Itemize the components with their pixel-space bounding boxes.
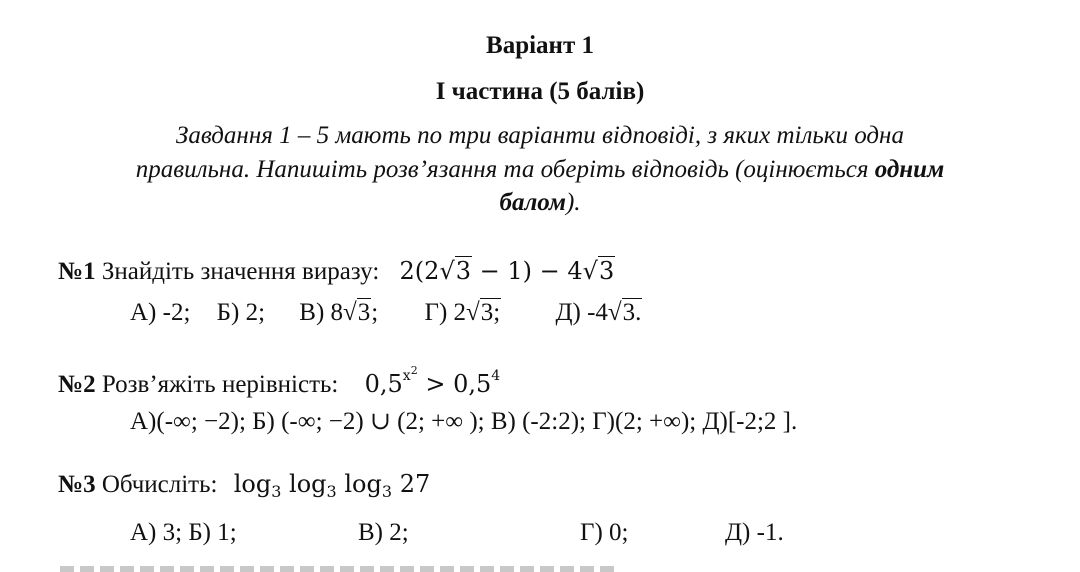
question-number: №1 xyxy=(58,258,96,285)
exponent xyxy=(402,364,418,384)
answer-option: Г) 2√3; xyxy=(424,299,501,326)
question-1 xyxy=(58,257,615,286)
exponent: 4 xyxy=(491,368,501,384)
answer-text: ; xyxy=(371,299,379,326)
instructions-line-3 xyxy=(0,189,1080,217)
log-base: 3 xyxy=(381,482,393,501)
answer-text: Г) 2 xyxy=(424,299,467,326)
instructions-emphasis-2: балом xyxy=(499,189,566,216)
exponent-base: x xyxy=(402,368,411,384)
operator: > xyxy=(417,370,454,398)
instructions-text: правильна. Напишіть розв’язання та оберіть відповідь (оцінюється xyxy=(135,156,875,183)
base: 0,5 xyxy=(453,370,492,398)
answer-text: Д) -4 xyxy=(555,299,608,326)
log: log xyxy=(233,470,272,498)
expr-part: 2(2 xyxy=(399,257,440,285)
math-inequality xyxy=(364,364,501,398)
log-base: 3 xyxy=(271,482,282,501)
exponent-power: 2 xyxy=(410,364,418,377)
log: log xyxy=(289,470,327,498)
q3-answer-v: В) 2; xyxy=(358,519,409,546)
instructions-line-1: Завдання 1 – 5 мають по три варіанти відповіді, з яких тільки одна xyxy=(176,122,904,149)
question-text: Обчисліть: xyxy=(101,471,218,498)
instructions-line-2 xyxy=(0,156,1080,184)
question-text: Розв’яжіть нерівність: xyxy=(101,371,339,398)
question-number: №3 xyxy=(58,471,96,498)
part-heading: І частина (5 балів) xyxy=(435,78,645,105)
answer-option: А) -2; xyxy=(130,299,191,326)
question-3 xyxy=(58,470,430,499)
log-base: 3 xyxy=(326,482,337,501)
base: 0,5 xyxy=(364,370,403,398)
math-log-expression xyxy=(233,470,431,501)
question-1-answers xyxy=(130,299,642,327)
answer-option: Б) 2; xyxy=(216,299,266,326)
log: log xyxy=(344,470,382,498)
radicand: 3 xyxy=(598,257,615,285)
question-text: Знайдіть значення виразу: xyxy=(101,258,380,285)
instructions-end: ). xyxy=(565,189,581,216)
answer-text: В) 8 xyxy=(299,299,344,326)
instructions-emphasis: одним xyxy=(874,156,945,183)
q3-answer-d: Д) -1. xyxy=(725,519,784,546)
math-expression: 2(2√3 − 1) − 4√3 xyxy=(399,257,615,285)
variant-title: Варіант 1 xyxy=(486,32,594,59)
q3-answer-g: Г) 0; xyxy=(580,519,629,546)
radicand: 3; xyxy=(480,299,501,326)
answer-option: Д) -4√3. xyxy=(555,299,642,326)
question-2-answers: А)(-∞; −2); Б) (-∞; −2) ∪ (2; +∞ ); В) (-2:2); Г)(2; +∞); Д)[-2;2 ]. xyxy=(130,408,798,435)
question-2 xyxy=(58,364,501,399)
log-argument: 27 xyxy=(399,470,431,498)
radicand: 3 xyxy=(455,257,472,285)
q3-answer-ab: А) 3; Б) 1; xyxy=(130,519,237,546)
radicand: 3 xyxy=(357,299,371,326)
cropped-next-line xyxy=(60,566,620,572)
radicand: 3. xyxy=(622,299,642,326)
answer-option: В) 8√3; xyxy=(299,299,379,326)
expr-part: − 1) − 4 xyxy=(472,257,583,285)
question-number: №2 xyxy=(58,371,96,398)
